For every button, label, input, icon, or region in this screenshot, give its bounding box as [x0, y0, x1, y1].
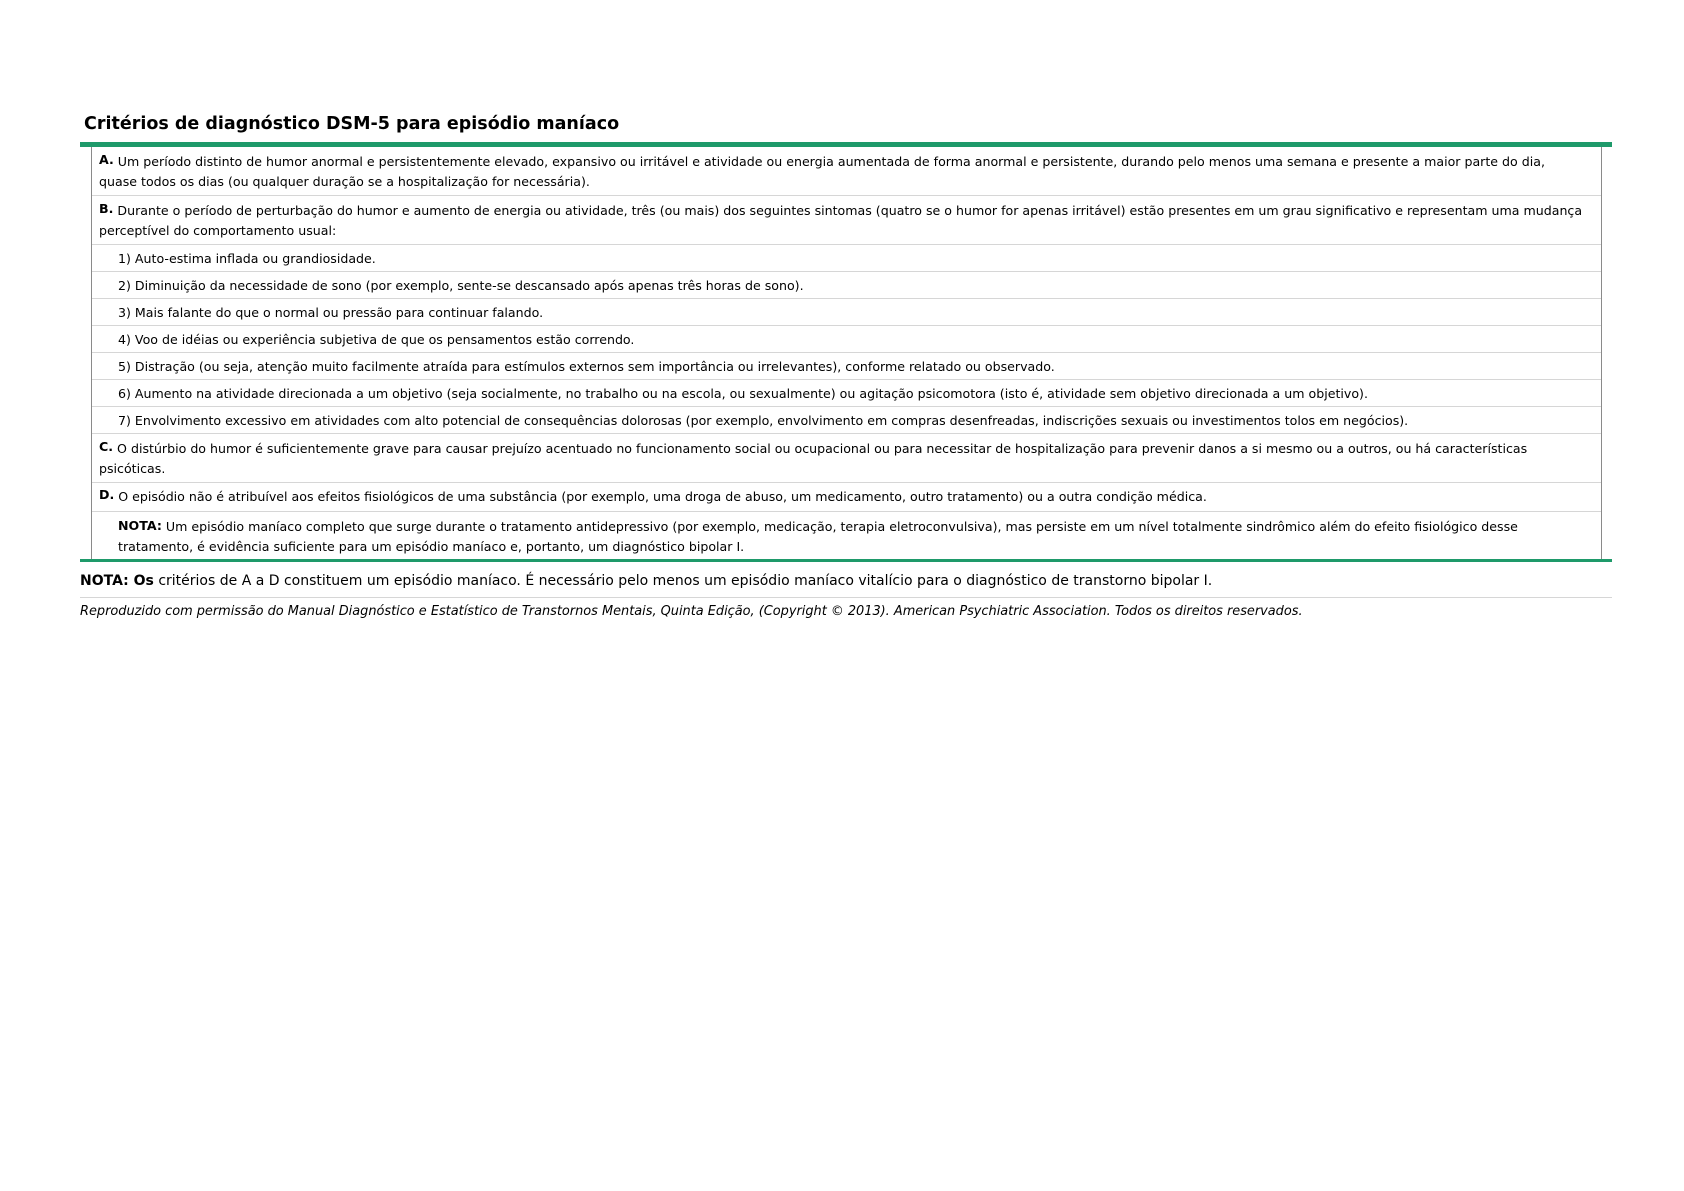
document-content	[80, 112, 1612, 621]
criterion-d-letter: D.	[99, 487, 115, 502]
criterion-b-item: 5) Distração (ou seja, atenção muito facilmente atraída para estímulos externos sem importância ou irrelevantes), conforme relatado ou observado.	[92, 353, 1601, 380]
criterion-note-text: Um episódio maníaco completo que surge durante o tratamento antidepressivo (por exemplo, medicação, terapia eletroconvulsiva), mas persiste em um nível totalmente sindrômico além do efeito fisiológico desse tratamento, é evidência suficiente para um episódio maníaco e, portanto, um diagnóstico bipolar I.	[118, 519, 1518, 554]
criterion-d-text: O episódio não é atribuível aos efeitos fisiológicos de uma substância (por exemplo, uma droga de abuso, um medicamento, outro tratamento) ou a outra condição médica.	[118, 489, 1207, 504]
criterion-b-item: 3) Mais falante do que o normal ou pressão para continuar falando.	[92, 299, 1601, 326]
page-title: Critérios de diagnóstico DSM-5 para episódio maníaco	[84, 114, 620, 134]
criterion-b-row	[92, 196, 1601, 245]
criterion-c-row	[92, 434, 1601, 483]
criterion-d-row	[92, 483, 1601, 512]
criterion-b-item: 7) Envolvimento excessivo em atividades com alto potencial de consequências dolorosas (por exemplo, envolvimento em compras desenfreadas, indiscrições sexuais ou investimentos tolos em negócios).	[92, 407, 1601, 434]
criterion-b-letter: B.	[99, 201, 114, 216]
criterion-b-text: Durante o período de perturbação do humor e aumento de energia ou atividade, três (ou mais) dos seguintes sintomas (quatro se o humor for apenas irritável) estão presentes em um grau significativo e representam uma mudança perceptível do comportamento usual:	[99, 203, 1583, 238]
footer-note-label: NOTA: Os	[80, 573, 154, 589]
criterion-note-label: NOTA:	[118, 518, 162, 533]
criterion-c-text: O distúrbio do humor é suficientemente grave para causar prejuízo acentuado no funcionamento social ou ocupacional ou para necessitar de hospitalização para prevenir danos a si mesmo ou a outros, ou há características psicóticas.	[99, 441, 1528, 476]
criterion-a-letter: A.	[99, 152, 114, 167]
criterion-b-item: 1) Auto-estima inflada ou grandiosidade.	[92, 245, 1601, 272]
criterion-c-letter: C.	[99, 439, 114, 454]
criteria-table-body	[91, 147, 1602, 559]
footer-note	[80, 562, 1612, 598]
criterion-a-row	[92, 147, 1601, 196]
criteria-table	[80, 142, 1612, 562]
criterion-note-row	[92, 512, 1601, 559]
criterion-b-item: 4) Voo de idéias ou experiência subjetiva de que os pensamentos estão correndo.	[92, 326, 1601, 353]
criterion-a-text: Um período distinto de humor anormal e persistentemente elevado, expansivo ou irritável e atividade ou energia aumentada de forma anormal e persistente, durando pelo menos uma semana e presente a maior parte do dia, quase todos os dias (ou qualquer duração se a hospitalização for necessária).	[99, 154, 1545, 189]
footer-note-text: critérios de A a D constituem um episódio maníaco. É necessário pelo menos um episódio maníaco vitalício para o diagnóstico de transtorno bipolar I.	[158, 573, 1213, 589]
criterion-b-item: 6) Aumento na atividade direcionada a um objetivo (seja socialmente, no trabalho ou na escola, ou sexualmente) ou agitação psicomotora (isto é, atividade sem objetivo direcionada a um objetivo).	[92, 380, 1601, 407]
criterion-b-item: 2) Diminuição da necessidade de sono (por exemplo, sente-se descansado após apenas três horas de sono).	[92, 272, 1601, 299]
source-citation: Reproduzido com permissão do Manual Diagnóstico e Estatístico de Transtornos Mentais, Quinta Edição, (Copyright © 2013). American Psychiatric Association. Todos os direitos reservados.	[80, 604, 1303, 619]
